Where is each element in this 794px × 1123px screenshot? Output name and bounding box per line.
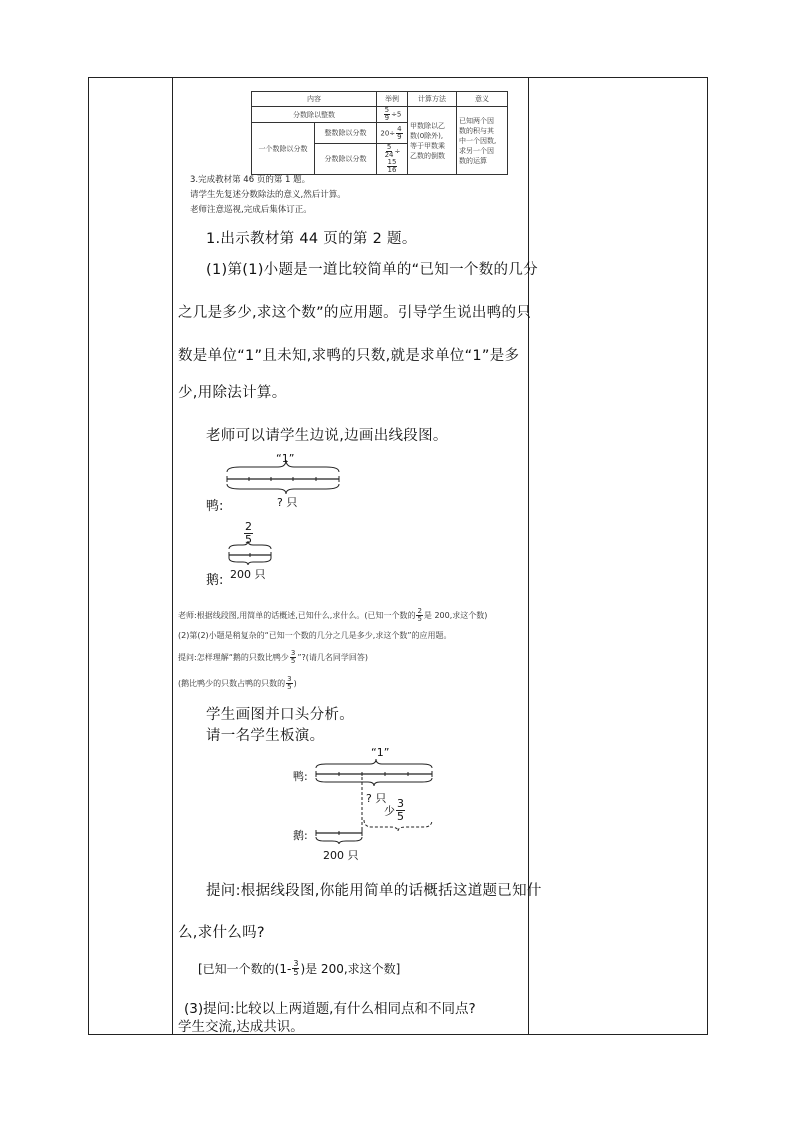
para-board-demo: 请一名学生板演。 — [206, 728, 325, 744]
note-check: 老师注意巡视,完成后集体订正。 — [190, 205, 312, 215]
diagram1-unit-label: “1” — [276, 452, 295, 465]
para-compare: (3)提问:比较以上两道题,有什么相同点和不同点? — [184, 1001, 476, 1017]
diagram2-less-fraction: 少 $\frac{3}{5}$ — [384, 797, 404, 823]
row-fraction-by-fraction: 分数除以分数 — [315, 144, 377, 175]
diagram1-goose-value: 200 只 — [230, 568, 266, 581]
para-sub1-line3: 数是单位“1”且未知,求鸭的只数,就是求单位“1”是多 — [178, 348, 520, 364]
column-divider-left — [172, 77, 173, 1035]
example-2: 20÷ $\frac{4}{9}$ — [377, 123, 408, 144]
diagram1-fraction: $\frac{2}{5}$ — [245, 520, 252, 546]
header-example: 举例 — [377, 92, 408, 107]
example-3: $\frac{5}{24}$ ÷ $\frac{15}{16}$ — [377, 144, 408, 175]
note-exercise: 3.完成教材第 46 页的第 1 题。 — [190, 175, 311, 185]
diagram2-goose-label: 鹅: — [293, 829, 308, 842]
diagram2-goose-value: 200 只 — [323, 849, 359, 862]
note-teacher-summary: 老师:根据线段图,用简单的话概述,已知什么,求什么。(已知一个数的 $\frac{2}{5}$ 是 200,求这个数) — [178, 607, 488, 623]
header-meaning: 意义 — [457, 92, 508, 107]
para-sub1-line2: 之几是多少,求这个数”的应用题。引导学生说出鸭的只 — [178, 305, 532, 321]
diagram1-goose-label: 鹅: — [206, 573, 224, 588]
para-question-line2: 么,求什么吗? — [178, 925, 265, 941]
method-cell: 甲数除以乙 数(0除外), 等于甲数乘 乙数的倒数 — [408, 107, 457, 175]
para-sub1-line1: (1)第(1)小题是一道比较简单的“已知一个数的几分 — [206, 262, 538, 278]
para-question-line1: 提问:根据线段图,你能用简单的话概括这道题已知什 — [206, 883, 542, 899]
para-consensus: 学生交流,达成共识。 — [178, 1019, 304, 1035]
diagram2-duck-label: 鸭: — [293, 770, 308, 783]
diagram1-duck-label: 鸭: — [206, 499, 224, 514]
para-draw-diagram: 老师可以请学生边说,边画出线段图。 — [206, 428, 448, 444]
note-question: 提问:怎样理解“鹅的只数比鸭少 $\frac{3}{5}$ ”?(请几名同学回答) — [178, 649, 368, 665]
para-show-problem: 1.出示教材第 44 页的第 2 题。 — [206, 231, 417, 247]
meaning-cell: 已知两个因 数的积与其 中一个因数, 求另一个因 数的运算 — [457, 107, 508, 175]
row-fraction-by-integer: 分数除以整数 — [252, 107, 377, 123]
para-sub1-line4: 少,用除法计算。 — [178, 385, 287, 401]
division-summary-table — [251, 91, 508, 175]
row-integer-by-fraction: 整数除以分数 — [315, 123, 377, 144]
diagram2-duck-question: ? 只 — [366, 792, 387, 805]
example-1: $\frac{5}{9}$ ÷5 — [377, 107, 408, 123]
note-sub2: (2)第(2)小题是稍复杂的“已知一个数的几分之几是多少,求这个数”的应用题。 — [178, 631, 452, 640]
answer-bracket: [已知一个数的(1- $\frac{3}{5}$ )是 200,求这个数] — [198, 959, 401, 977]
header-content: 内容 — [252, 92, 377, 107]
segment-diagram-1 — [200, 450, 350, 585]
para-student-analysis: 学生画图并口头分析。 — [206, 707, 354, 723]
group-number-by-fraction: 一个数除以分数 — [252, 123, 315, 175]
diagram1-duck-question: ? 只 — [277, 496, 298, 509]
header-method: 计算方法 — [408, 92, 457, 107]
diagram2-unit-label: “1” — [371, 746, 390, 759]
note-answer: (鹅比鸭少的只数占鸭的只数的 $\frac{3}{5}$ ) — [178, 675, 297, 691]
note-recite: 请学生先复述分数除法的意义,然后计算。 — [190, 190, 346, 200]
